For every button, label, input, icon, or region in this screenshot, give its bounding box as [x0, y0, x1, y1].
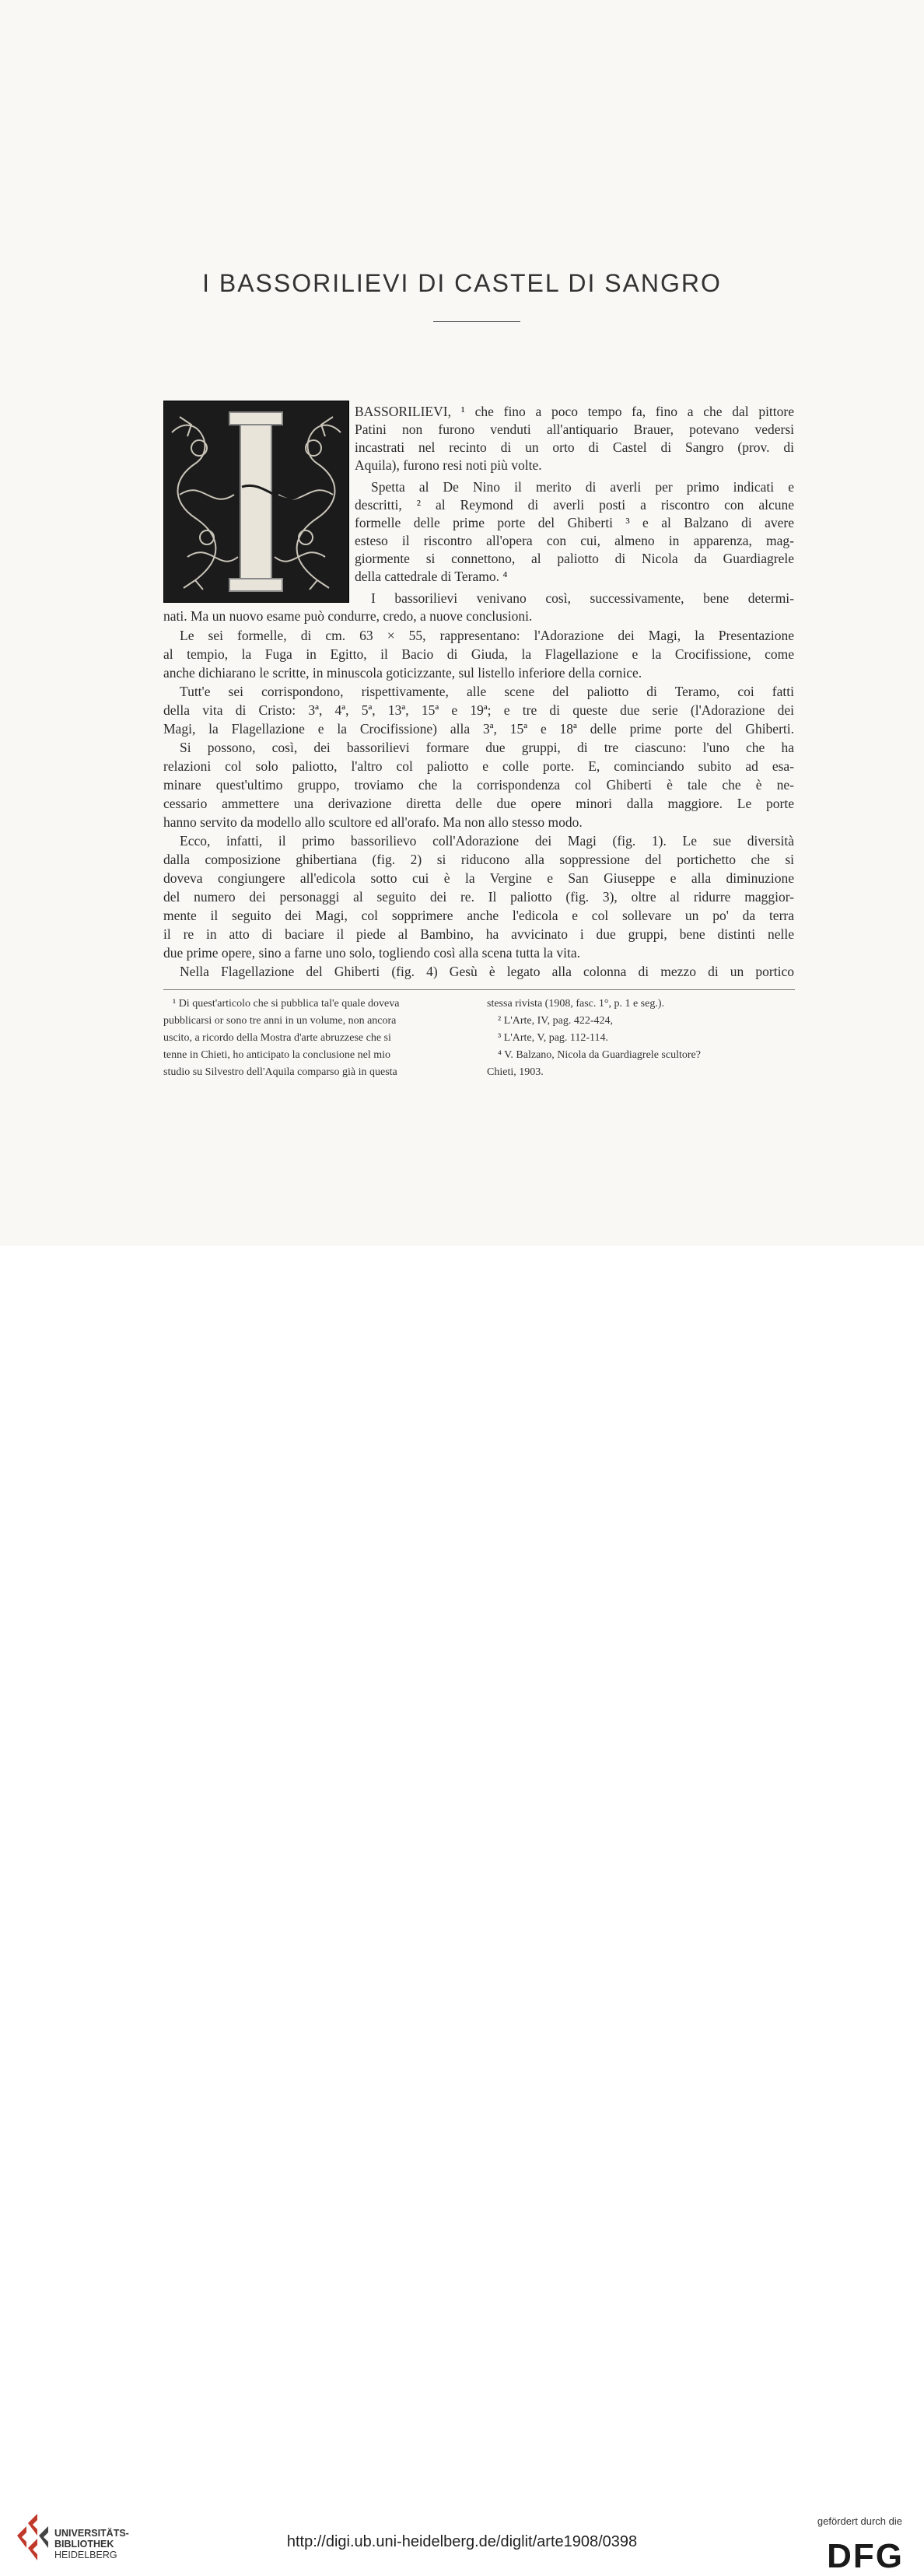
body-line: al tempio, la Fuga in Egitto, il Bacio di Giuda, la Flagellazione e la Crocifissione, come	[163, 646, 794, 662]
body-line: della vita di Cristo: 3ª, 4ª, 5ª, 13ª, 15ª e 19ª; e tre di queste due serie (l'Adorazione dei	[163, 702, 794, 718]
body-line: esteso il riscontro all'opera con cui, almeno in apparenza, mag-	[355, 533, 794, 548]
funding-caption: gefördert durch die	[817, 2515, 902, 2527]
body-line: I bassorilievi venivano così, successivamente, bene determi-	[371, 590, 794, 606]
body-line: due prime opere, sino a farne uno solo, togliendo così alla scena tutta la vita.	[163, 945, 581, 961]
permalink-url[interactable]: http://digi.ub.uni-heidelberg.de/diglit/arte1908/0398	[286, 2533, 638, 2550]
footnote-line: ¹ Di quest'articolo che si pubblica tal'e quale doveva	[173, 998, 400, 1010]
body-line: giormente si connettono, al paliotto di Nicola da Guardiagrele	[355, 551, 794, 566]
body-line: il re in atto di baciare il piede al Bambino, ha avvicinato i due gruppi, bene distinti nelle	[163, 926, 794, 942]
body-line: Spetta al De Nino il merito di averli per primo indicati e	[371, 479, 794, 495]
title-divider	[433, 321, 520, 322]
university-library-name: UNIVERSITÄTS- BIBLIOTHEK HEIDELBERG	[54, 2528, 129, 2560]
body-line: minare quest'ultimo gruppo, troviamo che la corrispondenza col Ghiberti è tale che è ne-	[163, 777, 794, 793]
body-line: Nella Flagellazione del Ghiberti (fig. 4) Gesù è legato alla colonna di mezzo di un portico	[180, 964, 794, 979]
body-line: Patini non furono venduti all'antiquario Brauer, potevano vedersi	[355, 422, 794, 437]
body-line: BASSORILIEVI, ¹ che fino a poco tempo fa, fino a che dal pittore	[355, 404, 794, 419]
ornamental-initial-icon	[164, 401, 348, 602]
body-line: Ecco, infatti, il primo bassorilievo coll'Adorazione dei Magi (fig. 1). Le sue diversità	[180, 833, 794, 849]
article-title: I BASSORILIEVI DI CASTEL DI SANGRO	[202, 269, 722, 298]
body-line: cessario ammettere una derivazione diretta delle due opere minori dalla maggiore. Le porte	[163, 796, 794, 811]
footnote-line: studio su Silvestro dell'Aquila comparso già in questa	[163, 1066, 397, 1078]
footnote-line: ² L'Arte, IV, pag. 422-424,	[498, 1015, 613, 1027]
footnote-line: ⁴ V. Balzano, Nicola da Guardiagrele scultore?	[498, 1049, 701, 1061]
dfg-logo: DFG	[827, 2537, 904, 2575]
footnote-line: Chieti, 1903.	[487, 1066, 544, 1078]
body-line: Aquila), furono resi noti più volte.	[355, 457, 542, 473]
body-line: mente il seguito dei Magi, col sopprimere anche l'edicola e col sollevare un po' da terra	[163, 908, 794, 923]
body-line: incastrati nel recinto di un orto di Castel di Sangro (prov. di	[355, 439, 794, 455]
body-line: hanno servito da modello allo scultore ed all'orafo. Ma non allo stesso modo.	[163, 814, 583, 830]
footnote-line: pubblicarsi or sono tre anni in un volume, non ancora	[163, 1015, 397, 1027]
body-line: della cattedrale di Teramo. ⁴	[355, 569, 508, 584]
viewer-footer	[0, 1246, 924, 2575]
body-line: Magi, la Flagellazione e la Crocifissione) alla 3ª, 15ª e 18ª delle prime porte del Ghiberti.	[163, 721, 794, 737]
footnote-divider	[163, 989, 795, 990]
body-line: doveva congiungere all'edicola sotto cui è la Vergine e San Giuseppe e alla diminuzione	[163, 870, 794, 886]
body-line: anche dichiarano le scritte, in minuscola goticizzante, sul listello inferiore della cornice.	[163, 665, 642, 681]
body-line: Le sei formelle, di cm. 63 × 55, rappresentano: l'Adorazione dei Magi, la Presentazione	[180, 628, 794, 643]
footnote-line: tenne in Chieti, ho anticipato la conclusione nel mio	[163, 1049, 390, 1061]
footnote-line: uscito, a ricordo della Mostra d'arte abruzzese che si	[163, 1032, 391, 1044]
footnote-line: stessa rivista (1908, fasc. 1°, p. 1 e seg.).	[487, 998, 664, 1010]
body-line: nati. Ma un nuovo esame può condurre, credo, a nuove conclusioni.	[163, 608, 533, 624]
body-line: Si possono, così, dei bassorilievi formare due gruppi, di tre ciascuno: l'uno che ha	[180, 740, 794, 755]
body-line: relazioni col solo paliotto, l'altro col paliotto e colle porte. E, cominciando subito ad esa-	[163, 758, 794, 774]
body-line: del numero dei personaggi al seguito dei re. Il paliotto (fig. 3), oltre al ridurre maggior-	[163, 889, 794, 905]
body-line: dalla composizione ghibertiana (fig. 2) si riducono alla soppressione del portichetto che si	[163, 852, 794, 867]
ornamental-initial	[163, 401, 349, 603]
body-line: formelle delle prime porte del Ghiberti ³ e al Balzano di avere	[355, 515, 794, 530]
body-line: Tutt'e sei corrispondono, rispettivamente, alle scene del paliotto di Teramo, coi fatti	[180, 684, 794, 699]
scanned-page	[0, 0, 924, 1246]
body-line: descritti, ² al Reymond di averli posti a riscontro con alcune	[355, 497, 794, 513]
footnote-line: ³ L'Arte, V, pag. 112-114.	[498, 1032, 609, 1044]
